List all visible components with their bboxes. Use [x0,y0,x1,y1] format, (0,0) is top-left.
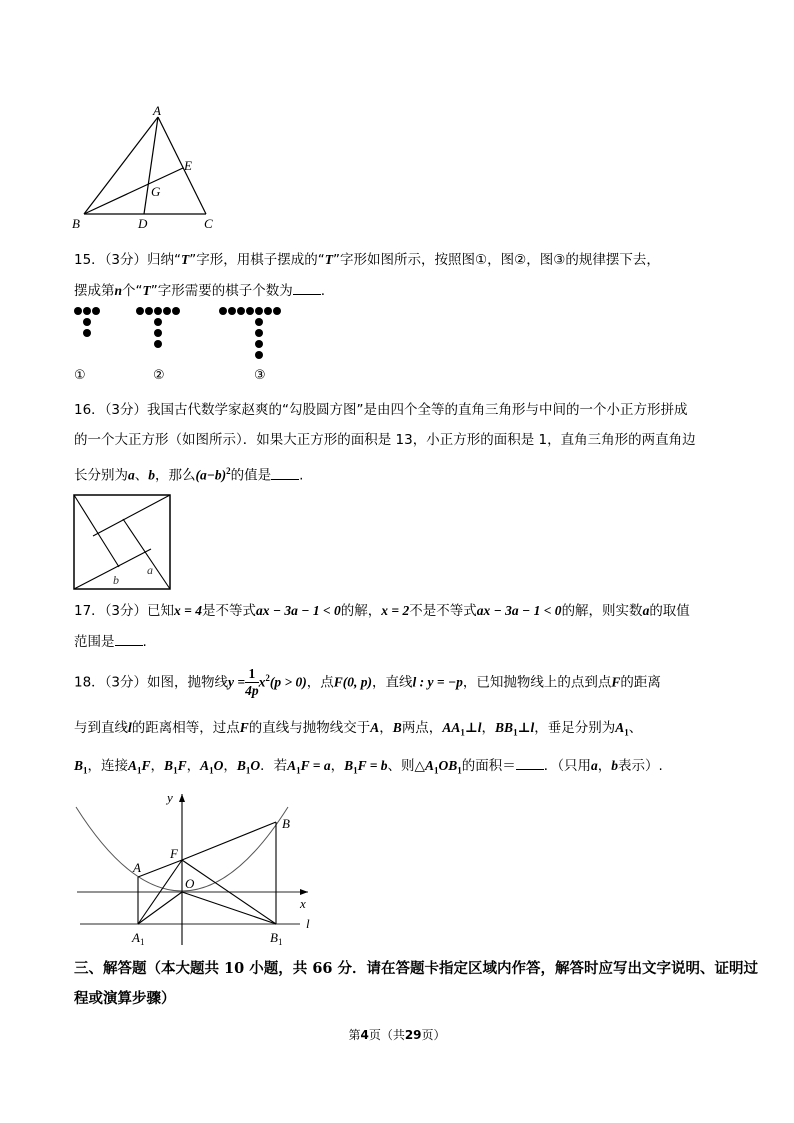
q16-line3: 长分别为a、b，那么$(a-b)^2$的值是 . [74,466,304,484]
label-C: C [204,216,213,231]
answer-blank [271,465,299,480]
current-page: 4 [360,1028,369,1042]
caption-3: ③ [254,368,266,383]
q18-line2: 与到直线l的距离相等，过点F的直线与抛物线交于A，B两点，$AA_1\perp l$，$BB_1\perp l$，垂足分别为$A_1$、 [74,720,643,738]
q17-line1: 17．（3分）已知x = 4是不等式ax − 3a − 1 < 0的解，x = 2不是不等式ax − 3a − 1 < 0的解，则实数a的取值 [74,603,690,619]
q18-line1: 18．（3分）如图，抛物线y = $\frac{1}{4p}$ $x^2(p > 0)$，点F(0, p)，直线l : y = −p，已知抛物线上的点到点F的距离 [74,666,661,698]
q15-line2: 摆成第n个“T”字形需要的棋子个数为 . [74,280,325,301]
label-B1: $B_1$ [270,930,283,947]
answer-blank [115,631,143,646]
caption-2: ② [153,368,165,383]
label-A: A [133,860,141,875]
q16-line2: 的一个大正方形（如图所示）．如果大正方形的面积是 13，小正方形的面积是 1，直角三角形的两直角边 [74,432,696,448]
caption-1: ① [74,368,86,383]
label-A: A [153,104,161,118]
answer-blank [293,280,321,295]
triangle-figure [70,104,220,232]
label-E: E [184,158,192,173]
label-b: b [113,573,119,587]
total-pages: 29 [404,1028,422,1042]
zhao-shuang-square-figure [73,494,171,590]
section3-heading-line2: 程或演算步骤） [74,990,176,1007]
label-A1: $A_1$ [132,930,145,947]
label-B: B [282,816,290,831]
q15-line1: 15．（3分）归纳“T”字形，用棋子摆成的“T”字形如图所示，按照图①，图②，图③的规律摆下去， [74,252,660,268]
label-B: B [72,216,80,231]
q16-line1: 16．（3分）我国古代数学家赵爽的“勾股圆方图”是由四个全等的直角三角形与中间的一个小正方形拼成 [74,402,688,418]
page-footer: 第4页（共29页） [348,1028,446,1042]
fraction: $\frac{1}{4p}$ [245,666,259,698]
label-y: y [167,790,173,805]
q18-line3: $B_1$，连接$A_1F$，$B_1F$，$A_1O$，$B_1O$．若$A_1F = a$，$B_1F = b$、则$\triangle A_1OB_1$的面积＝ ．（只用a，b表示）. [74,755,663,781]
label-x: x [300,896,306,911]
label-D: D [138,216,148,231]
label-l: l [306,916,310,931]
label-F: F [170,846,178,861]
label-a: a [147,563,153,577]
q17-line2: 范围是 . [74,631,147,652]
parabola-figure [60,780,330,950]
answer-blank [516,755,544,770]
label-O: O [185,876,195,891]
section3-heading-line1: 三、解答题（本大题共 10 小题，共 66 分．请在答题卡指定区域内作答，解答时应写出文字说明、证明过 [74,960,759,977]
label-G: G [151,184,161,199]
